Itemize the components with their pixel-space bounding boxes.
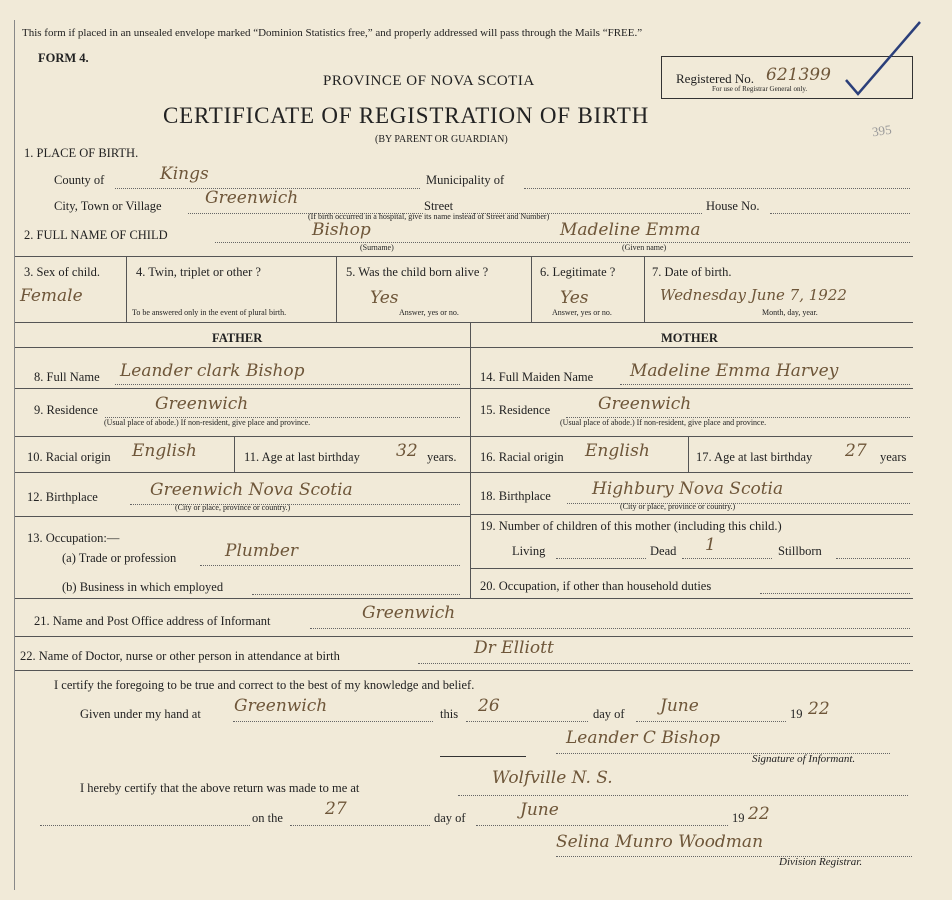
mother-age-divider <box>688 436 689 472</box>
city-value: Greenwich <box>205 188 299 208</box>
father-age-value: 32 <box>396 441 418 461</box>
mother-occupation-line <box>760 593 910 594</box>
given-name-caption: (Given name) <box>622 243 667 252</box>
mother-race-label: 16. Racial origin <box>480 450 564 464</box>
municipality-line <box>524 188 910 189</box>
born-alive-note: Answer, yes or no. <box>399 308 459 317</box>
dead-line <box>682 558 772 559</box>
margin-rule <box>14 20 15 890</box>
living-line <box>556 558 646 559</box>
stillborn-line <box>836 558 910 559</box>
father-race-label: 10. Racial origin <box>27 450 111 464</box>
father-age-divider <box>234 436 235 472</box>
stamp-number: 395 <box>871 121 893 140</box>
given-place-line <box>233 721 433 722</box>
mother-age-value: 27 <box>845 441 867 461</box>
mother-occupation-label: 20. Occupation, if other than household duties <box>480 579 712 593</box>
document-title: CERTIFICATE OF REGISTRATION OF BIRTH <box>163 103 650 128</box>
document-subtitle: (BY PARENT OR GUARDIAN) <box>375 134 508 145</box>
registrar-month-line <box>476 825 728 826</box>
surname-caption: (Surname) <box>360 243 394 252</box>
registrar-lead-line <box>40 825 250 826</box>
county-value: Kings <box>160 164 209 184</box>
registrar-caption: Division Registrar. <box>779 856 863 868</box>
given-place-value: Greenwich <box>234 696 328 716</box>
sex-label: 3. Sex of child. <box>24 265 101 279</box>
father-residence-label: 9. Residence <box>34 403 98 417</box>
registrar-year-value: 22 <box>748 804 770 824</box>
col-divider <box>126 256 127 322</box>
mail-notice: This form if placed in an unsealed envelope marked “Dominion Statistics free,” and properly addressed will pass through the Mails “FREE.” <box>22 27 643 39</box>
mother-birthplace-line <box>567 503 910 504</box>
legitimate-note: Answer, yes or no. <box>552 308 612 317</box>
col-divider <box>644 256 645 322</box>
day-of-label: day of <box>593 707 625 721</box>
mother-years-label: years <box>880 450 907 464</box>
mother-name-value: Madeline Emma Harvey <box>630 361 839 381</box>
parents-bottom-line <box>15 598 913 599</box>
date-of-birth-note: Month, day, year. <box>762 308 818 317</box>
mother-residence-note: (Usual place of abode.) If non-resident, give place and province. <box>560 418 767 427</box>
short-rule <box>440 756 526 757</box>
municipality-label: Municipality of <box>426 173 505 187</box>
informant-signature-caption: Signature of Informant. <box>752 753 856 765</box>
doctor-line <box>418 663 910 664</box>
registrar-day-of-label: day of <box>434 811 466 825</box>
father-row-line <box>15 436 470 437</box>
registrar-year-prefix: 19 <box>732 811 745 825</box>
mother-name-label: 14. Full Maiden Name <box>480 370 594 384</box>
business-label: (b) Business in which employed <box>62 580 224 594</box>
registrar-general-note: For use of Registrar General only. <box>712 85 808 93</box>
mother-row-line <box>470 514 913 515</box>
house-label: House No. <box>706 199 760 213</box>
given-day-value: 26 <box>478 696 500 716</box>
mother-row-line <box>470 568 913 569</box>
father-heading: FATHER <box>212 331 263 345</box>
born-alive-value: Yes <box>370 288 399 308</box>
registered-label: Registered No. <box>676 71 754 86</box>
row-divider-bottom <box>15 322 913 323</box>
legitimate-value: Yes <box>560 288 589 308</box>
mother-row-line <box>470 472 913 473</box>
child-surname: Bishop <box>312 220 371 240</box>
stillborn-label: Stillborn <box>778 544 822 558</box>
informant-value: Greenwich <box>362 603 456 623</box>
check-mark-icon <box>840 18 930 98</box>
trade-label: (a) Trade or profession <box>62 551 177 565</box>
father-row-line <box>15 388 470 389</box>
sex-value: Female <box>20 286 83 306</box>
mother-race-value: English <box>585 441 650 461</box>
doctor-value: Dr Elliott <box>474 638 554 658</box>
day-line <box>466 721 588 722</box>
heading-underline <box>15 347 913 348</box>
mother-residence-value: Greenwich <box>598 394 692 414</box>
father-row-line <box>15 472 470 473</box>
hospital-note: (If birth occurred in a hospital, give its name instead of Street and Number) <box>308 212 550 221</box>
registered-number: 621399 <box>766 65 831 85</box>
dead-value: 1 <box>705 535 716 555</box>
house-line <box>770 213 910 214</box>
twin-label: 4. Twin, triplet or other ? <box>136 265 261 279</box>
informant-label: 21. Name and Post Office address of Informant <box>34 614 271 628</box>
informant-bottom-line <box>15 636 913 637</box>
given-month-value: June <box>660 696 699 716</box>
mother-row-line <box>470 436 913 437</box>
father-birthplace-value: Greenwich Nova Scotia <box>150 480 353 500</box>
certify-statement: I certify the foregoing to be true and correct to the best of my knowledge and belief. <box>54 678 475 692</box>
informant-line <box>310 628 910 629</box>
mother-name-line <box>620 384 910 385</box>
month-line <box>636 721 786 722</box>
father-residence-note: (Usual place of abode.) If non-resident, give place and province. <box>104 418 311 427</box>
father-name-value: Leander clark Bishop <box>120 361 305 381</box>
registrar-place-value: Wolfville N. S. <box>492 768 613 788</box>
date-of-birth-label: 7. Date of birth. <box>652 265 732 279</box>
father-birthplace-note: (City or place, province or country.) <box>175 503 291 512</box>
mother-birthplace-note: (City or place, province or country.) <box>620 502 736 511</box>
given-year-value: 22 <box>808 699 830 719</box>
doctor-label: 22. Name of Doctor, nurse or other person in attendance at birth <box>20 649 340 663</box>
mother-heading: MOTHER <box>661 331 718 345</box>
children-count-label: 19. Number of children of this mother (including this child.) <box>480 519 782 533</box>
on-the-label: on the <box>252 811 283 825</box>
father-age-label: 11. Age at last birthday <box>244 450 360 464</box>
born-alive-label: 5. Was the child born alive ? <box>346 265 489 279</box>
registrar-day-value: 27 <box>325 799 347 819</box>
parents-divider <box>470 322 471 598</box>
given-under-label: Given under my hand at <box>80 707 201 721</box>
registrar-day-line <box>290 825 430 826</box>
place-of-birth-label: 1. PLACE OF BIRTH. <box>24 146 139 160</box>
province-heading: PROVINCE OF NOVA SCOTIA <box>323 73 535 89</box>
mother-residence-label: 15. Residence <box>480 403 551 417</box>
registrar-month-value: June <box>520 800 559 820</box>
child-given-name: Madeline Emma <box>560 220 701 240</box>
trade-value: Plumber <box>225 541 299 561</box>
doctor-bottom-line <box>15 670 913 671</box>
father-birthplace-label: 12. Birthplace <box>27 490 98 504</box>
legitimate-label: 6. Legitimate ? <box>540 265 616 279</box>
dead-label: Dead <box>650 544 677 558</box>
father-row-line <box>15 516 470 517</box>
col-divider <box>336 256 337 322</box>
registrar-place-line <box>458 795 908 796</box>
father-name-line <box>115 384 460 385</box>
child-name-label: 2. FULL NAME OF CHILD <box>24 228 168 242</box>
informant-signature: Leander C Bishop <box>566 728 721 748</box>
father-occupation-label: 13. Occupation:— <box>27 531 120 545</box>
trade-line <box>200 565 460 566</box>
year-prefix: 19 <box>790 707 803 721</box>
father-race-value: English <box>132 441 197 461</box>
city-label: City, Town or Village <box>54 199 162 213</box>
this-label: this <box>440 707 459 721</box>
street-label: Street <box>424 199 454 213</box>
mother-age-label: 17. Age at last birthday <box>696 450 813 464</box>
twin-note: To be answered only in the event of plural birth. <box>132 308 287 317</box>
child-name-line <box>215 242 910 243</box>
father-residence-value: Greenwich <box>155 394 249 414</box>
row-divider-top <box>15 256 913 257</box>
mother-birthplace-label: 18. Birthplace <box>480 489 551 503</box>
date-of-birth-value: Wednesday June 7, 1922 <box>660 286 847 304</box>
father-name-label: 8. Full Name <box>34 370 100 384</box>
business-line <box>252 594 460 595</box>
mother-row-line <box>470 388 913 389</box>
father-years-label: years. <box>427 450 457 464</box>
registrar-signature: Selina Munro Woodman <box>556 832 764 852</box>
living-label: Living <box>512 544 546 558</box>
registrar-statement: I hereby certify that the above return was made to me at <box>80 781 360 795</box>
col-divider <box>531 256 532 322</box>
mother-birthplace-value: Highbury Nova Scotia <box>592 479 784 499</box>
form-number: FORM 4. <box>38 51 89 65</box>
county-label: County of <box>54 173 105 187</box>
